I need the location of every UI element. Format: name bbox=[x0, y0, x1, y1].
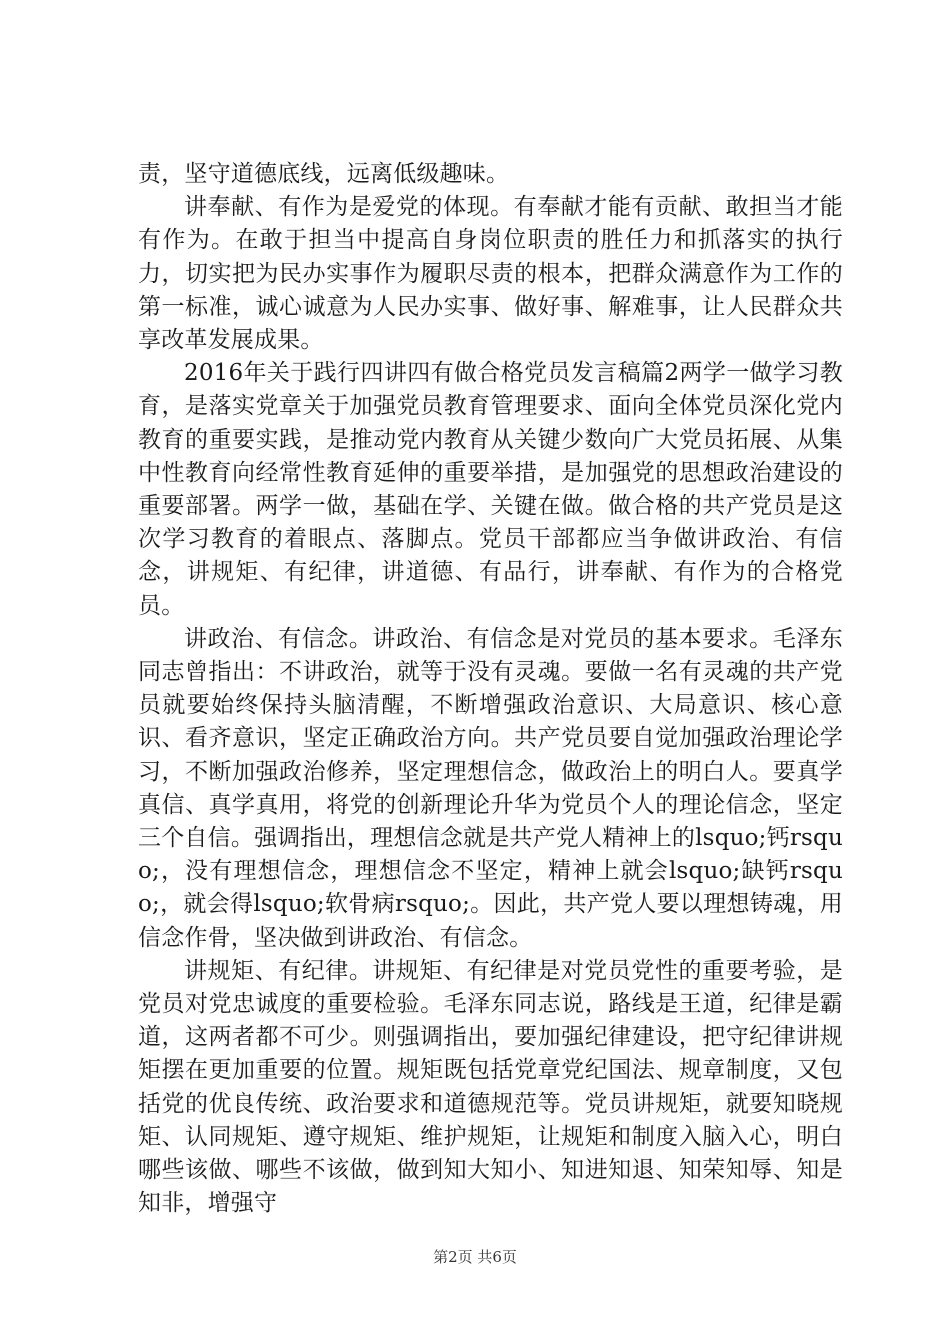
paragraph-continuation: 责，坚守道德底线，远离低级趣味。 bbox=[138, 161, 510, 187]
page-footer: 第2页 共6页 bbox=[433, 1248, 517, 1266]
paragraph-speech-intro: 2016年关于践行四讲四有做合格党员发言稿篇2两学一做学习教育，是落实党章关于加强党员教育管理要求、面向全体党员深化党内教育的重要实践，是推动党内教育从关键少数向广大党员拓展、从集中性教育向经常性教育延伸的重要举措，是加强党的思想政治建设的重要部署。两学一做，基础在学、关键在做。做合格的共产党员是这次学习教育的着眼点、落脚点。党员干部都应当争做讲政治、有信念，讲规矩、有纪律，讲道德、有品行，讲奉献、有作为的合格党员。 bbox=[138, 360, 843, 619]
document-body bbox=[138, 158, 843, 1221]
paragraph-dedication: 讲奉献、有作为是爱党的体现。有奉献才能有贡献、敢担当才能有作为。在敢于担当中提高自身岗位职责的胜任力和抓落实的执行力，切实把为民办实事作为履职尽责的根本，把群众满意作为工作的第一标准，诚心诚意为人民办实事、做好事、解难事，让人民群众共享改革发展成果。 bbox=[138, 194, 843, 354]
paragraph-politics-belief: 讲政治、有信念。讲政治、有信念是对党员的基本要求。毛泽东同志曾指出：不讲政治，就等于没有灵魂。要做一名有灵魂的共产党员就要始终保持头脑清醒，不断增强政治意识、大局意识、核心意识、看齐意识，坚定正确政治方向。共产党员要自觉加强政治理论学习，不断加强政治修养，坚定理想信念，做政治上的明白人。要真学真信、真学真用，将党的创新理论升华为党员个人的理论信念，坚定三个自信。强调指出，理想信念就是共产党人精神上的lsquo;钙rsquo;，没有理想信念，理想信念不坚定，精神上就会lsquo;缺钙rsquo;，就会得lsquo;软骨病rsquo;。因此，共产党人要以理想铸魂，用信念作骨，坚决做到讲政治、有信念。 bbox=[138, 625, 843, 951]
paragraph-rules-discipline: 讲规矩、有纪律。讲规矩、有纪律是对党员党性的重要考验，是党员对党忠诚度的重要检验。毛泽东同志说，路线是王道，纪律是霸道，这两者都不可少。则强调指出，要加强纪律建设，把守纪律讲规矩摆在更加重要的位置。规矩既包括党章党纪国法、规章制度，又包括党的优良传统、政治要求和道德规范等。党员讲规矩，就要知晓规矩、认同规矩、遵守规矩、维护规矩，让规矩和制度入脑入心，明白哪些该做、哪些不该做，做到知大知小、知进知退、知荣知辱、知是知非，增强守 bbox=[138, 957, 843, 1217]
